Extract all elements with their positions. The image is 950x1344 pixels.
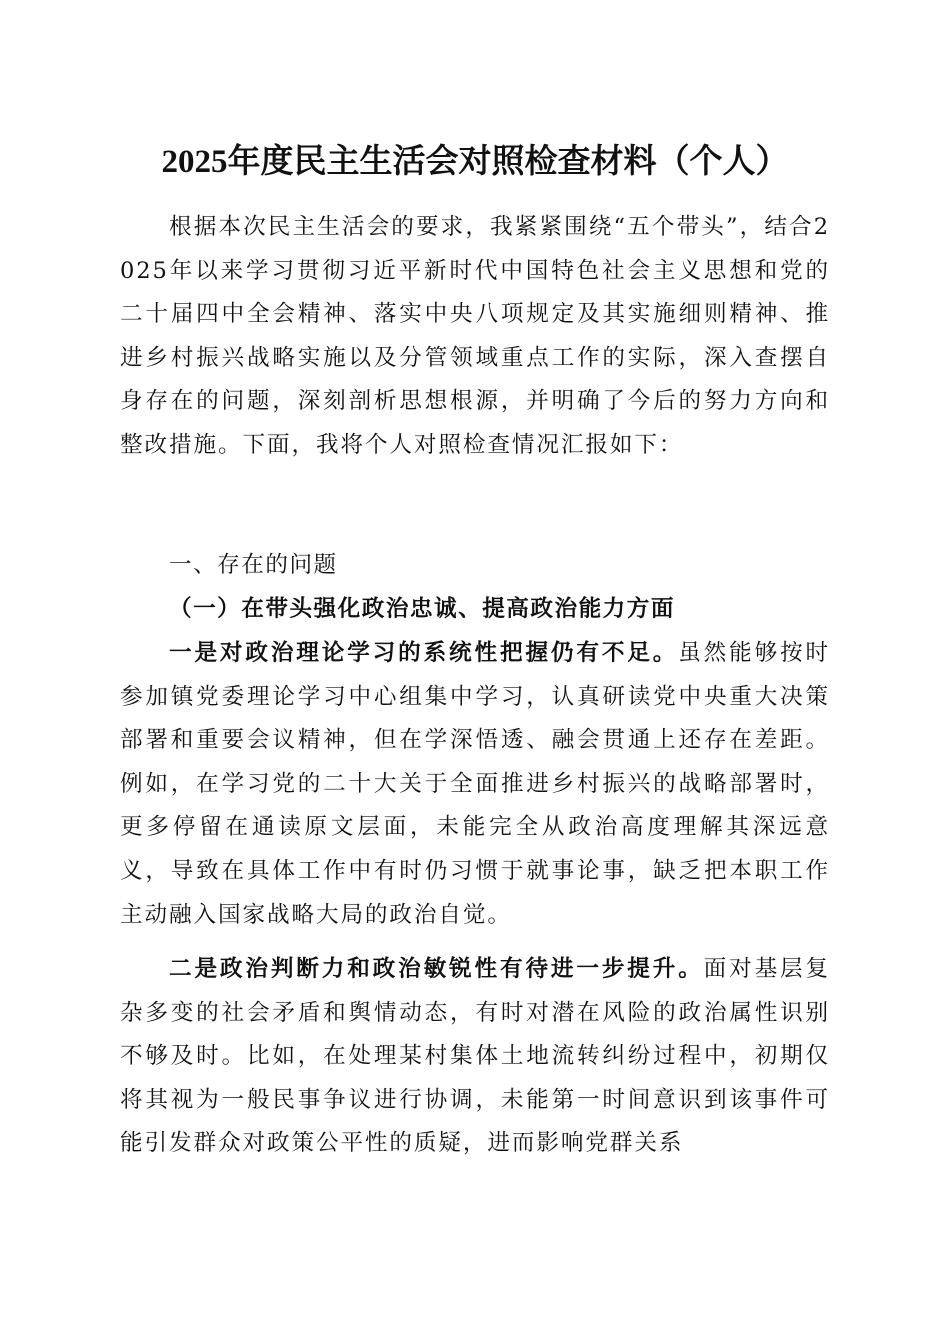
problem-lead-1: 一是对政治理论学习的系统性把握仍有不足。 bbox=[169, 640, 679, 666]
problem-body-2: 面对基层复杂多变的社会矛盾和舆情动态，有时对潜在风险的政治属性识别不够及时。比如，在处理某村集体土地流转纠纷过程中，初期仅将其视为一般民事争议进行协调，未能第一时间意识到该事件可能引发群众对政策公平性的质疑，进而影响党群关系 bbox=[120, 956, 831, 1157]
problem-paragraph-1 bbox=[120, 632, 830, 937]
problem-paragraph-2 bbox=[120, 948, 830, 1166]
problem-lead-2: 二是政治判断力和政治敏锐性有待进一步提升。 bbox=[169, 956, 704, 982]
problem-body-1: 虽然能够按时参加镇党委理论学习中心组集中学习，认真研读党中央重大决策部署和重要会议精神，但在学深悟透、融会贯通上还存在差距。例如，在学习党的二十大关于全面推进乡村振兴的战略部署时，更多停留在通读原文层面，未能完全从政治高度理解其深远意义，导致在具体工作中有时仍习惯于就事论事，缺乏把本职工作主动融入国家战略大局的政治自觉。 bbox=[120, 640, 830, 928]
subsection-heading: （一）在带头强化政治忠诚、提高政治能力方面 bbox=[169, 596, 675, 622]
section-heading: 一、存在的问题 bbox=[169, 552, 338, 578]
intro-paragraph: 根据本次民主生活会的要求，我紧紧围绕“五个带头”，结合2025年以来学习贯彻习近平新时代中国特色社会主义思想和党的二十届四中全会精神、落实中央八项规定及其实施细则精神、推进乡村振兴战略实施以及分管领域重点工作的实际，深入查摆自身存在的问题，深刻剖析思想根源，并明确了今后的努力方向和整改措施。下面，我将个人对照检查情况汇报如下： bbox=[120, 214, 830, 458]
document-title: 2025年度民主生活会对照检查材料（个人） bbox=[161, 144, 789, 180]
